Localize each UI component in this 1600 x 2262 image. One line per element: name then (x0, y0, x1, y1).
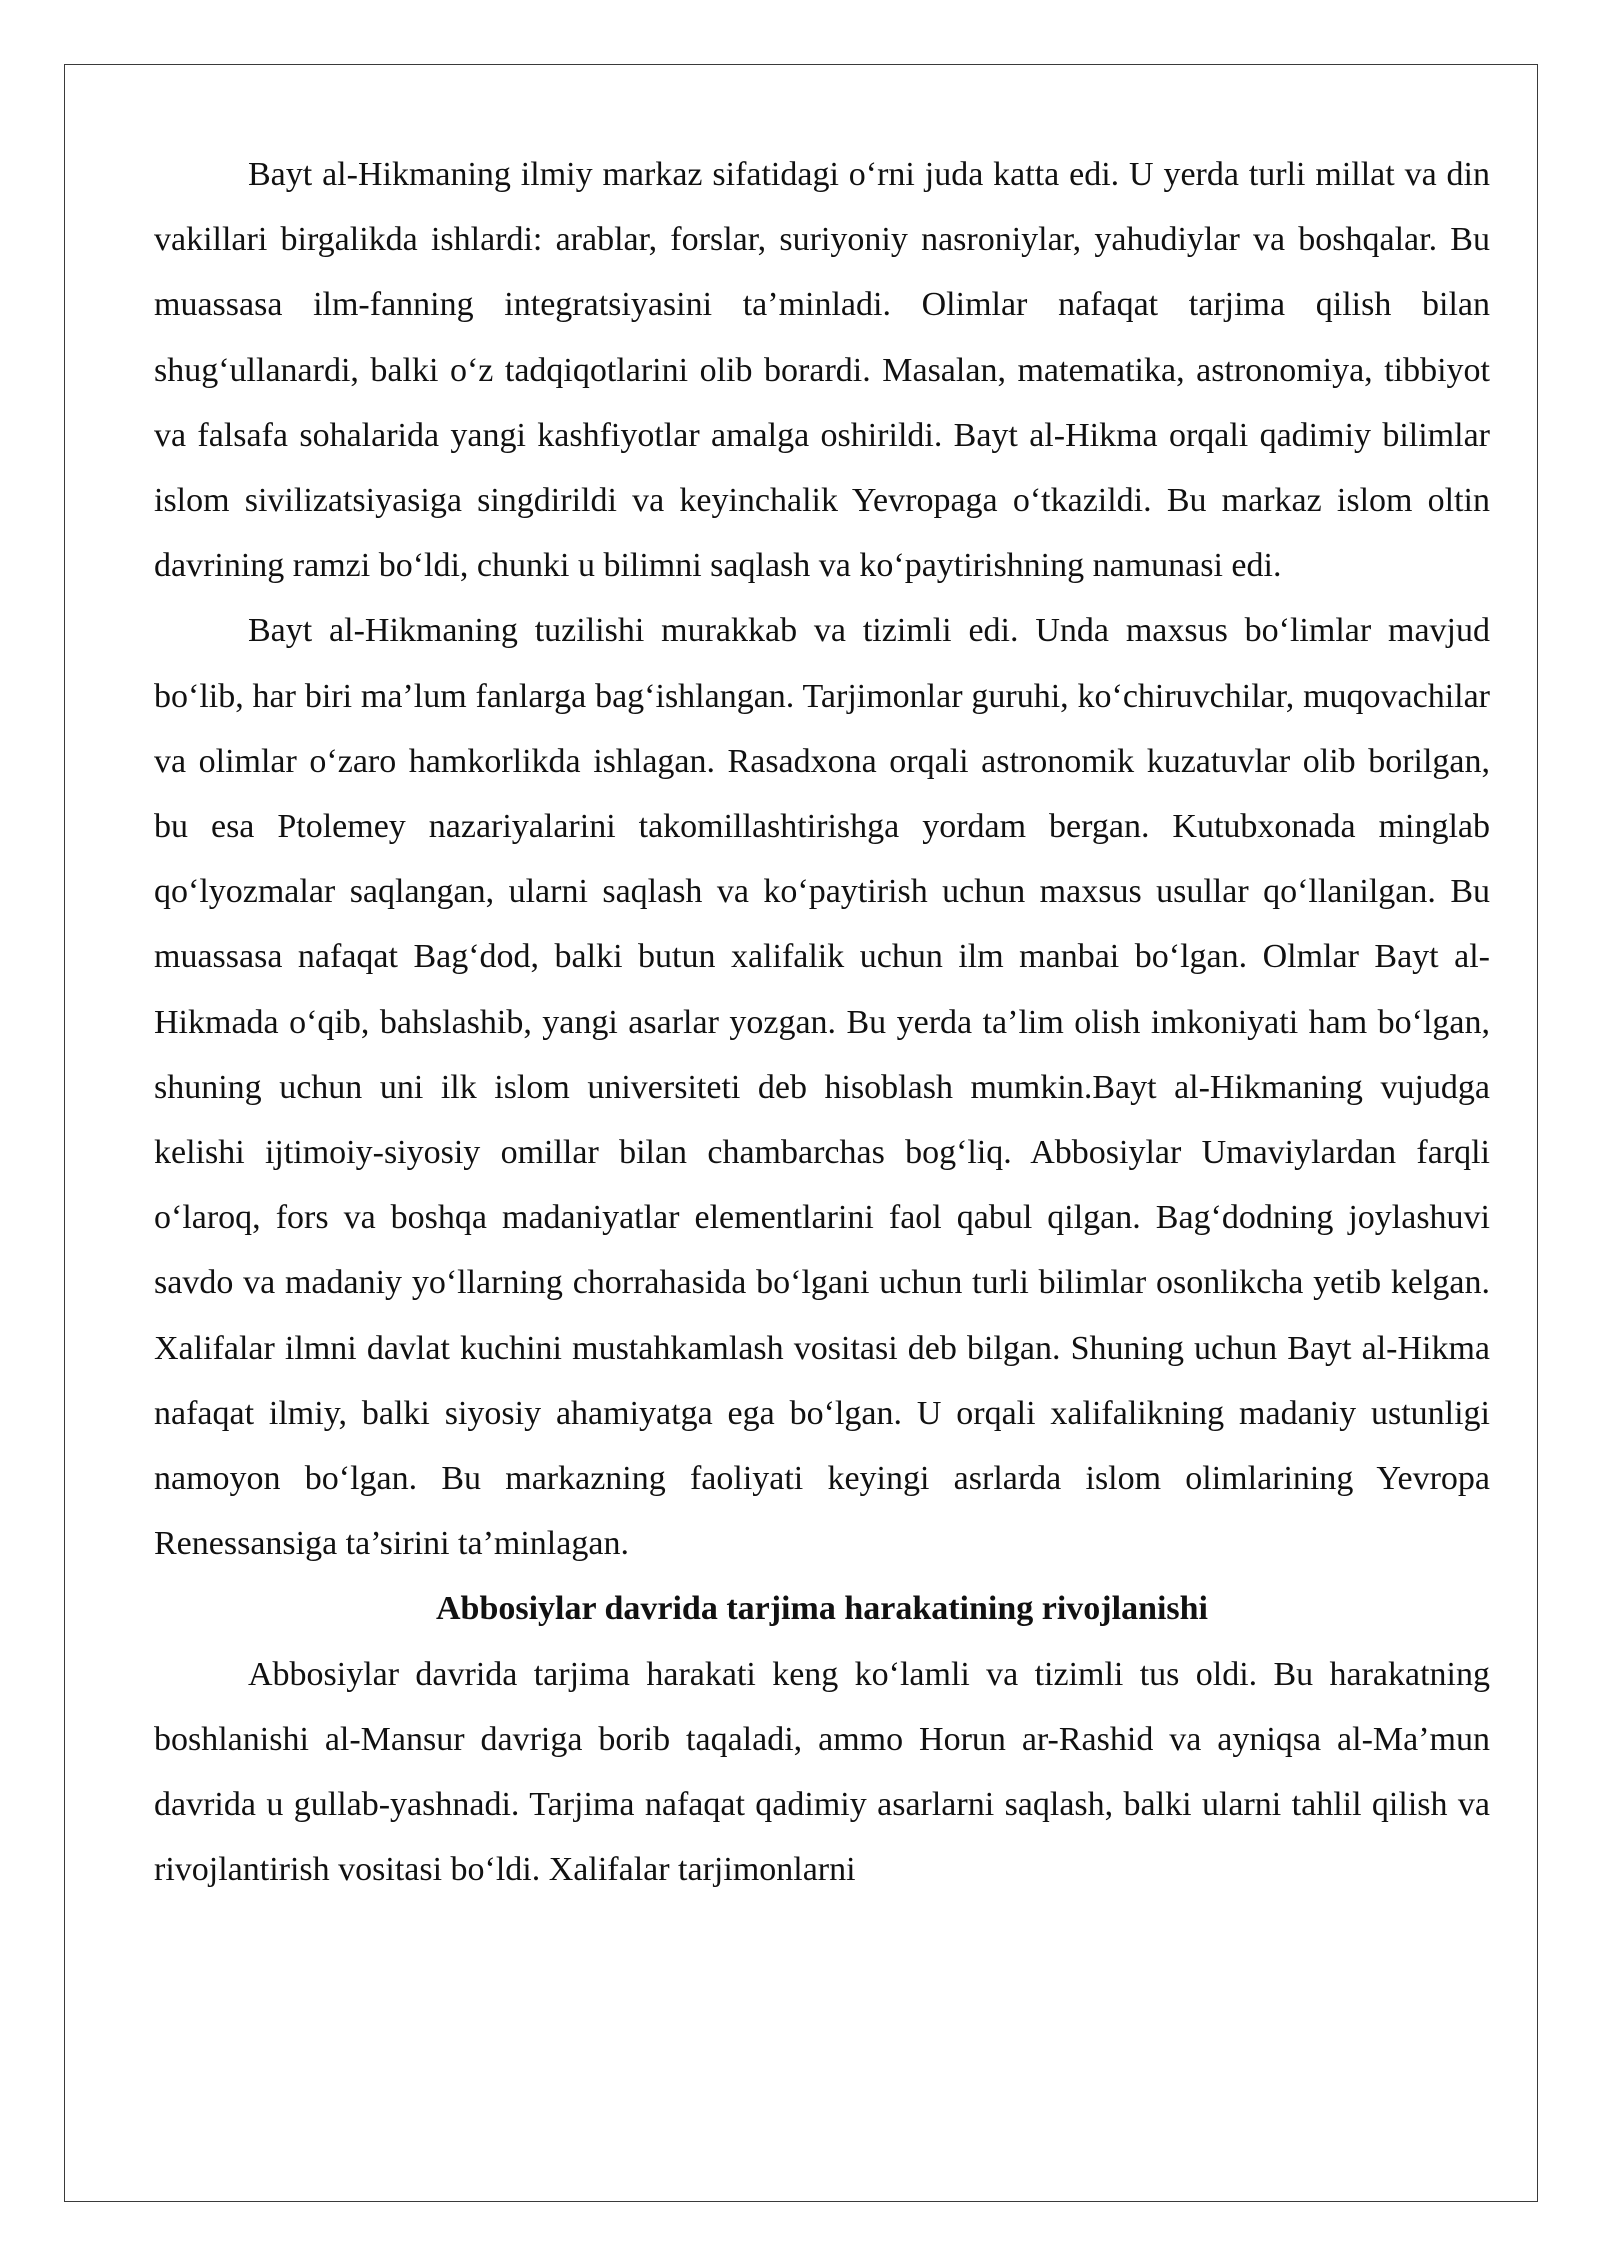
paragraph-bayt-al-hikma-structure: Bayt al-Hikmaning tuzilishi murakkab va tizimli edi. Unda maxsus bo‘limlar mavjud bo‘lib, har biri ma’lum fanlarga bag‘ishlangan. Tarjimonlar guruhi, ko‘chiruvchilar, muqovachilar va olimlar o‘zaro hamkorlikda ishlagan. Rasadxona orqali astronomik kuzatuvlar olib borilgan, bu esa Ptolemey nazariyalarini takomillashtirishga yordam bergan. Kutubxonada minglab qo‘lyozmalar saqlangan, ularni saqlash va ko‘paytirish uchun maxsus usullar qo‘llanilgan. Bu muassasa nafaqat Bag‘dod, balki butun xalifalik uchun ilm manbai bo‘lgan. Olmlar Bayt al-Hikmada o‘qib, bahslashib, yangi asarlar yozgan. Bu yerda ta’lim olish imkoniyati ham bo‘lgan, shuning uchun uni ilk islom universiteti deb hisoblash mumkin.Bayt al-Hikmaning vujudga kelishi ijtimoiy-siyosiy omillar bilan chambarchas bog‘liq. Abbosiylar Umaviylardan farqli o‘laroq, fors va boshqa madaniyatlar elementlarini faol qabul qilgan. Bag‘dodning joylashuvi savdo va madaniy yo‘llarning chorrahasida bo‘lgani uchun turli bilimlar osonlikcha yetib kelgan. Xalifalar ilmni davlat kuchini mustahkamlash vositasi deb bilgan. Shuning uchun Bayt al-Hikma nafaqat ilmiy, balki siyosiy ahamiyatga ega bo‘lgan. U orqali xalifalikning madaniy ustunligi namoyon bo‘lgan. Bu markazning faoliyati keyingi asrlarda islom olimlarining Yevropa Renessansiga ta’sirini ta’minlagan. (154, 612, 1490, 1563)
paragraph-translation-movement: Abbosiylar davrida tarjima harakati keng ko‘lamli va tizimli tus oldi. Bu harakatning boshlanishi al-Mansur davriga borib taqaladi, ammo Horun ar-Rashid va ayniqsa al-Ma’mun davrida u gullab-yashnadi. Tarjima nafaqat qadimiy asarlarni saqlash, balki ularni tahlil qilish va rivojlantirish vositasi bo‘ldi. Xalifalar tarjimonlarni (154, 1655, 1490, 1889)
section-heading: Abbosiylar davrida tarjima harakatining rivojlanishi (435, 1590, 1209, 1628)
document-body (154, 142, 1490, 1902)
paragraph-bayt-al-hikma-role: Bayt al-Hikmaning ilmiy markaz sifatidagi o‘rni juda katta edi. U yerda turli millat va din vakillari birgalikda ishlardi: arablar, forslar, suriyoniy nasroniylar, yahudiylar va boshqalar. Bu muassasa ilm-fanning integratsiyasini ta’minladi. Olimlar nafaqat tarjima qilish bilan shug‘ullanardi, balki o‘z tadqiqotlarini olib borardi. Masalan, matematika, astronomiya, tibbiyot va falsafa sohalarida yangi kashfiyotlar amalga oshirildi. Bayt al-Hikma orqali qadimiy bilimlar islom sivilizatsiyasiga singdirildi va keyinchalik Yevropaga o‘tkazildi. Bu markaz islom oltin davrining ramzi bo‘ldi, chunki u bilimni saqlash va ko‘paytirishning namunasi edi. (154, 156, 1490, 585)
